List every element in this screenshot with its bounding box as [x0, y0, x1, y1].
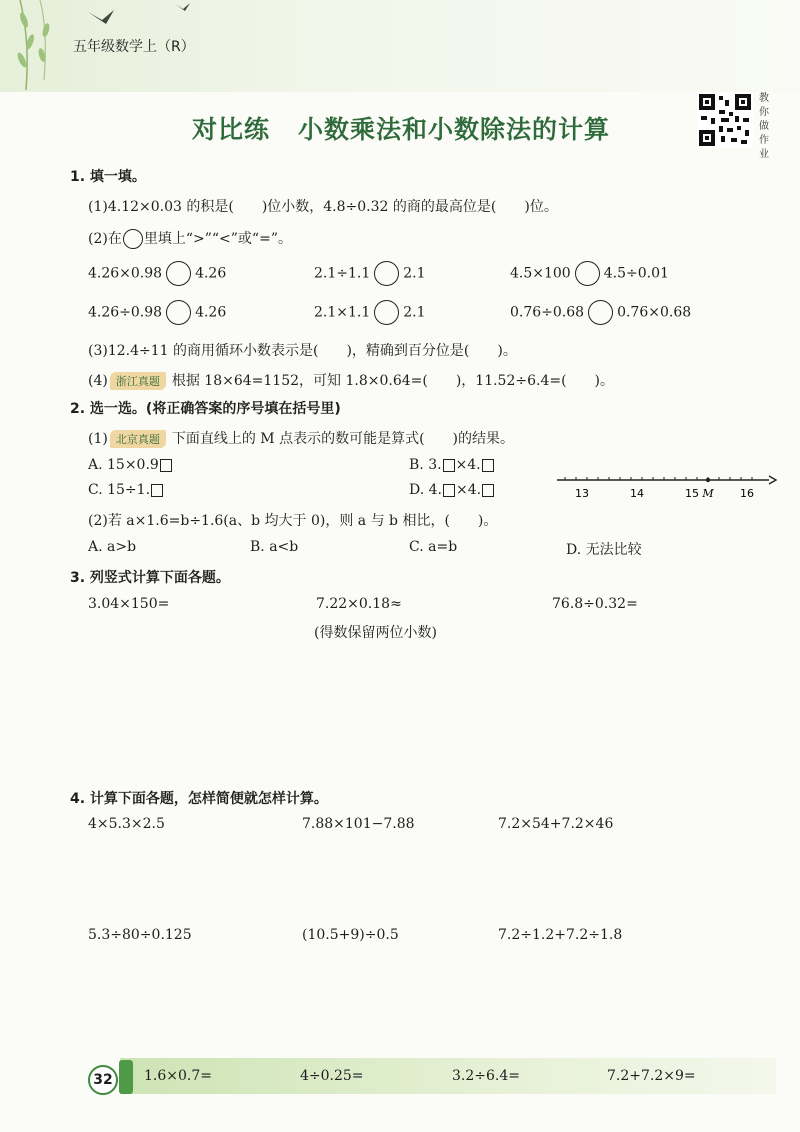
number-line: [555, 470, 777, 504]
answer-circle[interactable]: [374, 300, 399, 325]
calc-item: 7.2×54+7.2×46: [498, 816, 614, 832]
s2-q2: (2)若 a×1.6=b÷1.6(a、b 均大于 0)，则 a 与 b 相比，( )。: [88, 513, 498, 529]
answer-circle[interactable]: [166, 300, 191, 325]
answer-circle[interactable]: [166, 261, 191, 286]
s1-q4-text: 根据 18×64=1152，可知 1.8×0.64=( )，11.52÷6.4=( )。: [171, 373, 615, 389]
compare-item: 4.5×100 4.5÷0.01: [510, 261, 669, 286]
book-title: 五年级数学上（R）: [73, 39, 195, 55]
oral-calc-item: 1.6×0.7=: [144, 1068, 212, 1084]
page-number: 32: [88, 1065, 118, 1095]
footer-tab: [119, 1060, 133, 1094]
section-2-heading: 2. 选一选。(将正确答案的序号填在括号里): [70, 401, 341, 417]
title-part2: 小数乘法和小数除法的计算: [298, 115, 611, 144]
calc-item: 4×5.3×2.5: [88, 816, 165, 832]
s1-q2-prefix: (2)在: [88, 231, 122, 247]
compare-item: 2.1×1.1 2.1: [314, 300, 426, 325]
calc-item: (10.5+9)÷0.5: [302, 927, 399, 943]
s1-q2: [88, 228, 292, 249]
choice-d[interactable]: D. 无法比较: [566, 542, 642, 558]
s1-q2-suffix: 里填上“>”“<”或“=”。: [143, 231, 292, 247]
s1-q1: (1)4.12×0.03 的积是( )位小数，4.8÷0.32 的商的最高位是( )位。: [88, 199, 558, 215]
s2-q1-num: (1): [88, 431, 108, 447]
calc-item: 7.88×101−7.88: [302, 816, 415, 832]
oral-calc-item: 7.2+7.2×9=: [607, 1068, 696, 1084]
qr-label: 教你做作业: [759, 93, 769, 160]
choice-c[interactable]: C. a=b: [409, 539, 458, 555]
circle-blank-icon: [123, 229, 143, 249]
tick-label: 15: [685, 487, 699, 500]
option-d[interactable]: D. 4. ×4.: [409, 482, 495, 498]
s1-q4-num: (4): [88, 373, 108, 389]
s1-q3: (3)12.4÷11 的商用循环小数表示是( )，精确到百分位是( )。: [88, 343, 517, 359]
tick-label: 13: [575, 487, 589, 500]
vertical-calc-item: 76.8÷0.32=: [552, 596, 638, 612]
compare-item: 2.1÷1.1 2.1: [314, 261, 426, 286]
tick-label: 14: [630, 487, 644, 500]
compare-item: 4.26÷0.98 4.26: [88, 300, 226, 325]
oral-calc-item: 3.2÷6.4=: [452, 1068, 520, 1084]
choice-a[interactable]: A. a>b: [88, 539, 137, 555]
vertical-calc-item: 7.22×0.18≈: [316, 596, 402, 612]
blank-square: [443, 459, 455, 472]
blank-square: [443, 484, 455, 497]
compare-item: 0.76÷0.68 0.76×0.68: [510, 300, 691, 325]
option-b[interactable]: B. 3. ×4.: [409, 457, 495, 473]
section-4-heading: 4. 计算下面各题，怎样简便就怎样计算。: [70, 791, 328, 807]
blank-square: [482, 459, 494, 472]
calc-item: 7.2÷1.2+7.2÷1.8: [498, 927, 623, 943]
section-3-heading: 3. 列竖式计算下面各题。: [70, 570, 230, 586]
tick-label: 16: [740, 487, 754, 500]
qr-code-icon[interactable]: [697, 92, 753, 148]
calc-item: 5.3÷80÷0.125: [88, 927, 192, 943]
s2-q1: [88, 428, 514, 448]
exam-badge: 北京真题: [110, 430, 166, 448]
page-title: [192, 110, 610, 146]
answer-circle[interactable]: [575, 261, 600, 286]
rounding-note: (得数保留两位小数): [314, 625, 437, 641]
vertical-calc-item: 3.04×150=: [88, 596, 170, 612]
exam-badge: 浙江真题: [110, 372, 166, 390]
oral-calc-item: 4÷0.25=: [300, 1068, 364, 1084]
s1-q4: [88, 370, 614, 390]
point-label: M: [702, 487, 714, 500]
option-c[interactable]: C. 15÷1.: [88, 482, 164, 498]
answer-circle[interactable]: [588, 300, 613, 325]
title-part1: 对比练: [192, 115, 271, 144]
point-m: [706, 478, 710, 482]
blank-square: [151, 484, 163, 497]
blank-square: [482, 484, 494, 497]
blank-square: [160, 459, 172, 472]
compare-item: 4.26×0.98 4.26: [88, 261, 226, 286]
answer-circle[interactable]: [374, 261, 399, 286]
choice-b[interactable]: B. a<b: [250, 539, 299, 555]
section-1-heading: 1. 填一填。: [70, 169, 146, 185]
option-a[interactable]: A. 15×0.9: [88, 457, 173, 473]
s2-q1-text: 下面直线上的 M 点表示的数可能是算式( )的结果。: [171, 431, 515, 447]
